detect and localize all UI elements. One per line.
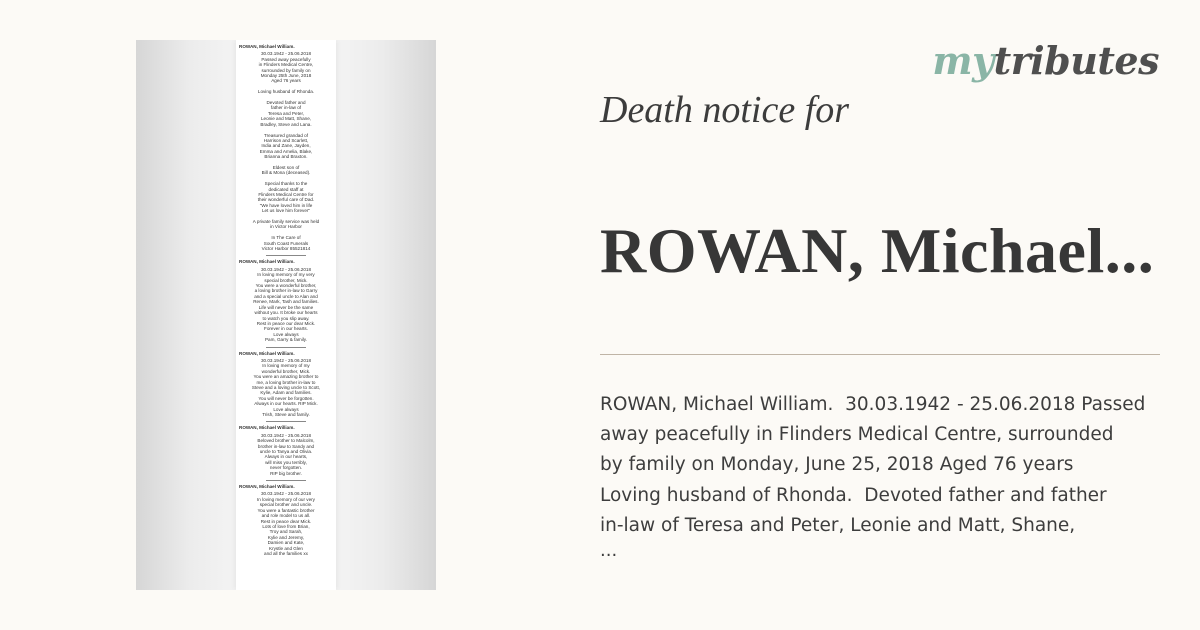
newspaper-clipping xyxy=(236,40,336,590)
notice-divider xyxy=(266,421,306,422)
page-kicker: Death notice for xyxy=(600,89,850,131)
notice-excerpt: ROWAN, Michael William. 30.03.1942 - 25.06.2018 Passed away peacefully in Flinders Medical Centre, surrounded by family on Monday, June 25, 2018 Aged 76 years Loving husband of Rhonda. Devoted father and father in-law of Teresa and Peter, Leonie and Matt, Shane, xyxy=(600,394,1146,536)
notice-body: 30.03.1942 - 25.06.2018 Beloved brother to Malcolm, brother in-law to Sandy and uncle to Tanya and Olivia. Always in our hearts, will miss you terribly, never forgotten. RIP big brother. xyxy=(257,432,315,476)
notice-body: 30.03.1942 - 25.06.2018 In loving memory of my wonderful brother, Mick. You were an amazing brother to me, a loving brother in-law to Steve and a loving uncle to Scott, Kylie, Adam and families. You will never be forgotten. Always in our hearts. RIP Mick. Love always Trish, Steve and family. xyxy=(251,357,321,417)
notice-heading: ROWAN, Michael William. xyxy=(239,484,295,490)
section-divider xyxy=(600,354,1160,355)
mytributes-logo xyxy=(932,38,1159,83)
notice-divider xyxy=(266,255,306,256)
logo-suffix: tributes xyxy=(993,38,1159,83)
notice-divider xyxy=(266,347,306,348)
notice-body: 30.03.1942 - 25.06.2018 In loving memory of our very special brother and uncle. You were a fantastic brother and role model to us all. Rest in peace dear Mick. Lots of love from Brian, Troy and Sarah, Kylie and Jeremy, Damien and Kate, Krystle and Glen and all the families xx xyxy=(257,491,315,556)
notice-body: 30.03.1942 - 25.06.2018 In loving memory of my very special brother, Mick. You were a wonderful brother, a loving brother in-law to Garry and a special uncle to Alan and Renee, Mark, Tash and families. Life will never be the same without you. It broke our hearts to watch you slip away. Rest in peace our dear Mick. Forever in our hearts. Love always Pam, Garry & family. xyxy=(253,266,319,343)
notice-heading: ROWAN, Michael William. xyxy=(239,425,295,431)
excerpt-ellipsis: ... xyxy=(600,540,618,561)
notice-1 xyxy=(236,40,336,559)
notice-heading: ROWAN, Michael William. xyxy=(239,350,295,356)
deceased-name: ROWAN, Michael... xyxy=(600,215,1155,286)
notice-divider xyxy=(266,480,306,481)
death-notice-image xyxy=(136,40,436,590)
notice-body: 30.03.1942 - 25.06.2018 Passed away peacefully in Flinders Medical Centre, surrounded by family on Monday 25th June, 2018 Aged 76 years Loving husband of Rhonda. Devoted father and father in-law of Teresa and Peter, Leonie and Matt, Shane, Bradley, Steve and Lana. Treasured grandad of Harrison and Scarlett, India and Zane, Jayden, Emma and Amelia, Blake, Brianna and Braxton. Eldest son of Bill & Mona (deceased). Special thanks to the dedicated staff at Flinders Medical Centre for their wonderful care of Dad. "We have loved him in life Let us love him forever" A private family service was held in Victor Harbor In The Care of South Coast Funerals Victor Harbor 85521814 xyxy=(252,51,320,252)
notice-heading: ROWAN, Michael William. xyxy=(239,259,295,265)
notice-heading: ROWAN, Michael William. xyxy=(239,44,295,49)
logo-prefix: my xyxy=(932,38,994,83)
